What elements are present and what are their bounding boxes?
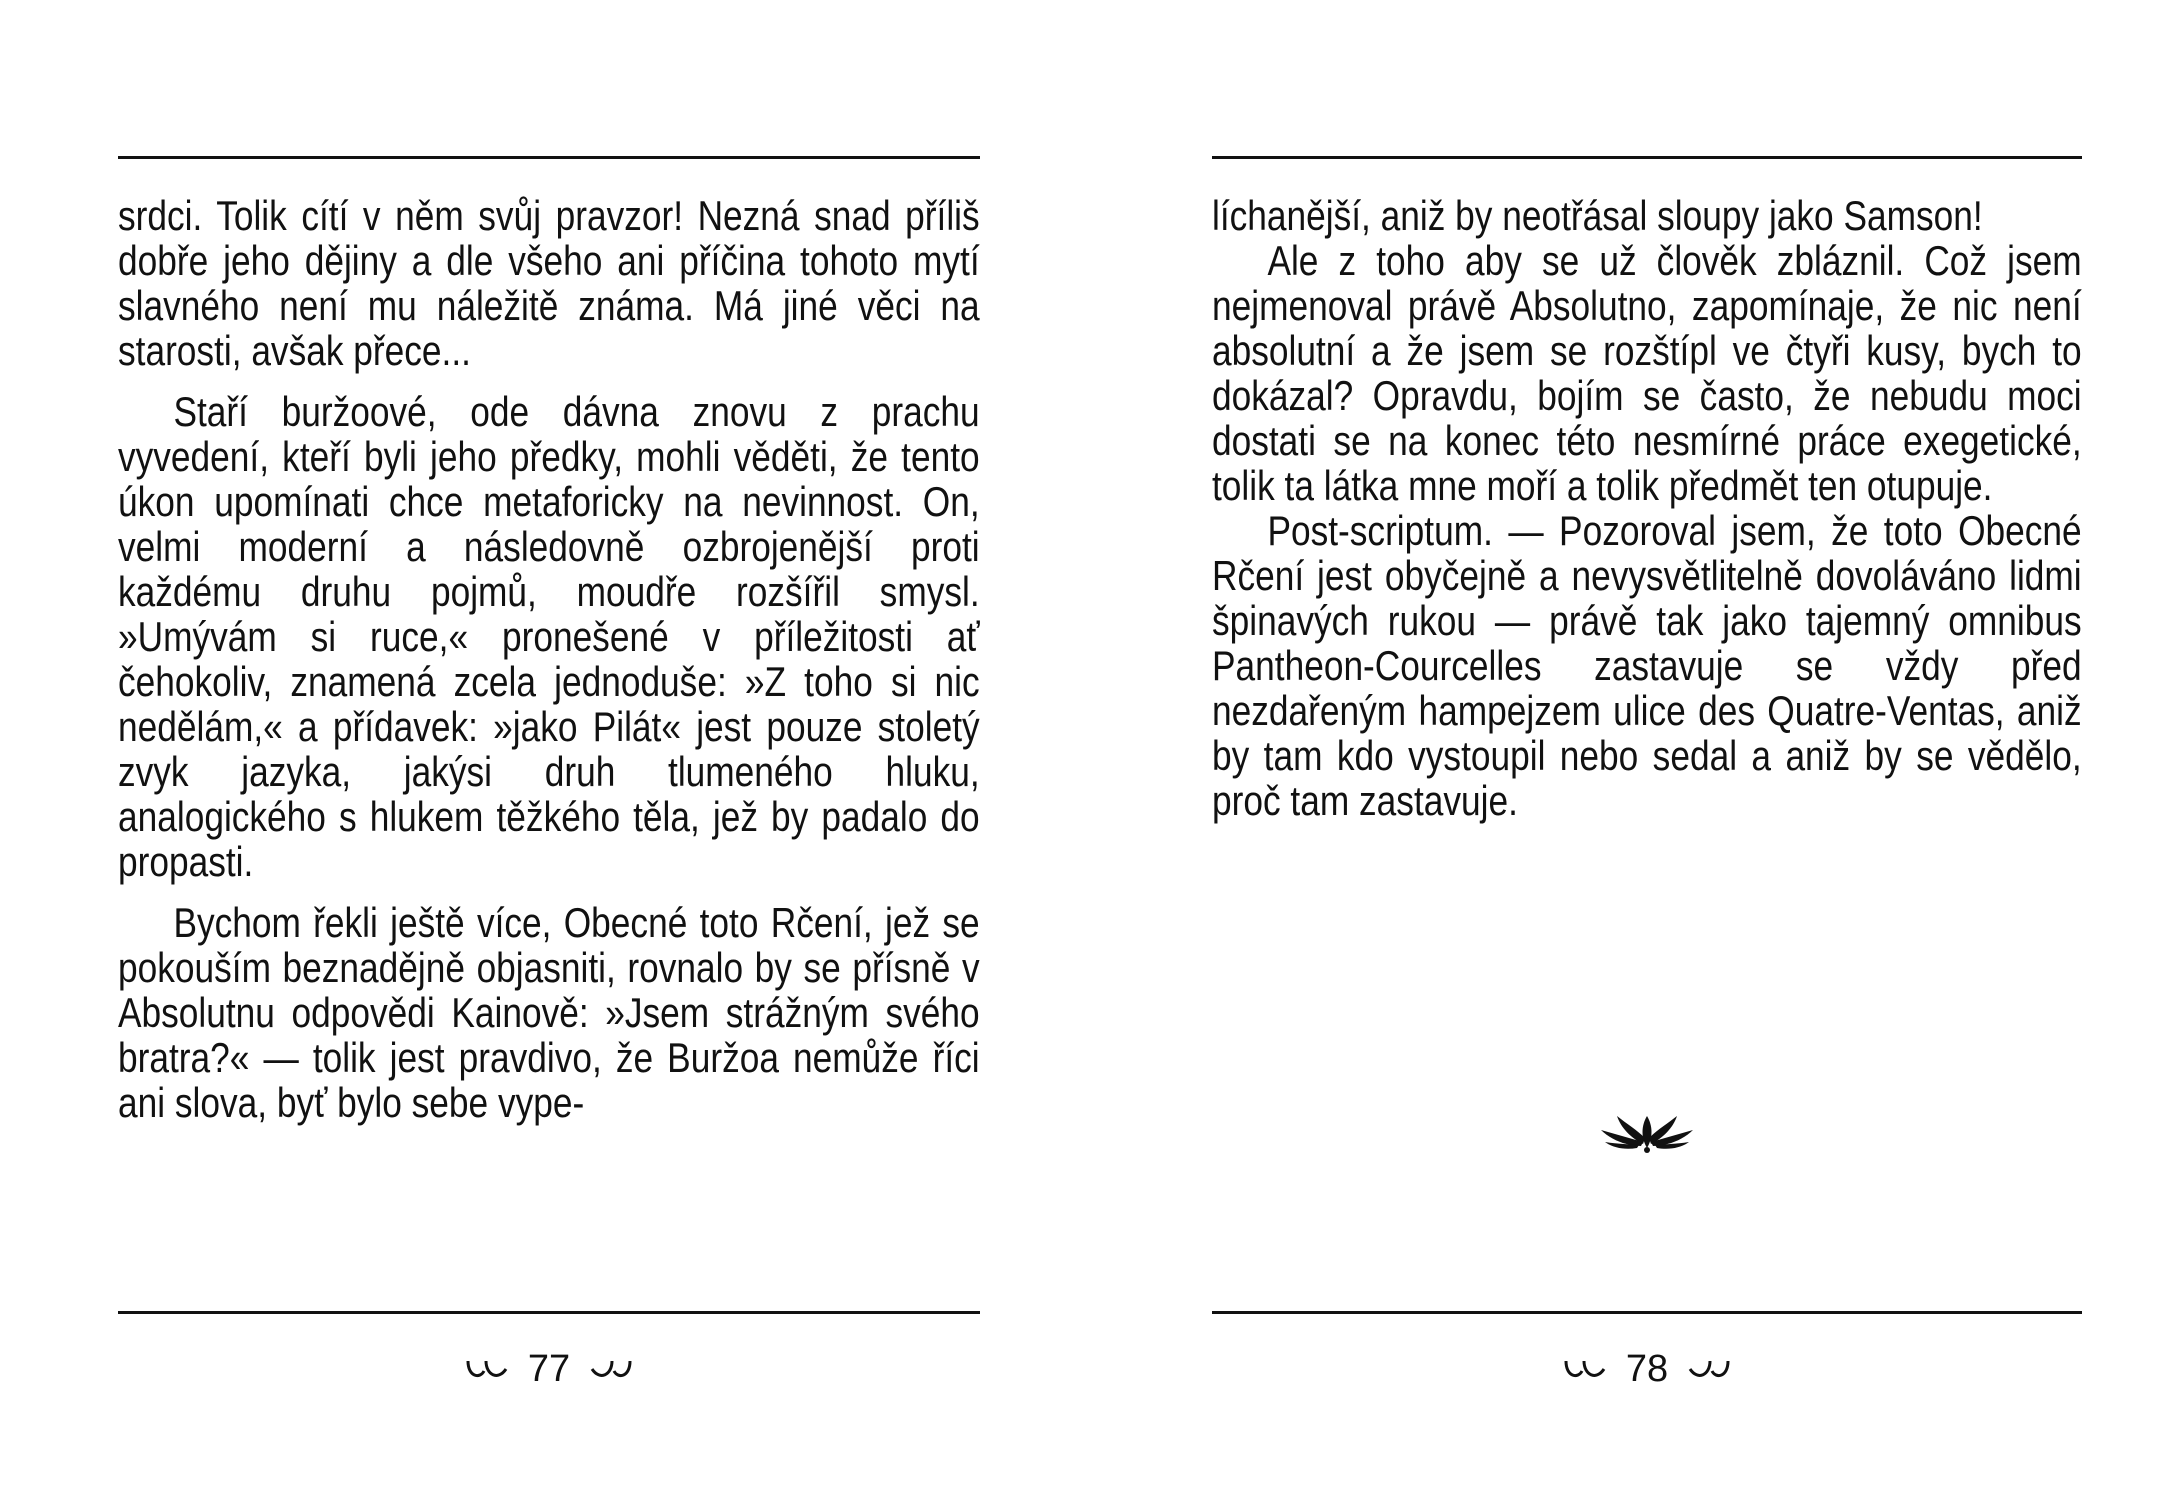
page-number: 77	[527, 1348, 571, 1390]
paragraph: Post-scriptum. — Pozoroval jsem, že toto Obecné Rčení jest obyčejně a nevysvětlitelně dovoláváno lidmi špinavých rukou — právě tak jako tajemný omnibus Pantheon-Courcelles zastavuje se vždy před nezdařeným hampejzem ulice des Quatre-Ventas, aniž by tam kdo vystoupil nebo sedal a aniž by se vědělo, proč tam zastavuje.	[1212, 507, 2082, 824]
page-text	[1212, 193, 2082, 823]
folio-ornament-right-icon	[1686, 1355, 1732, 1383]
left-page	[118, 0, 980, 1500]
paragraph: Staří buržoové, ode dávna znovu z prachu vyvedení, kteří byli jeho předky, mohli věděti, že tento úkon upomínati chce metaforicky na nevinnost. On, velmi moderní a následovně ozbrojenější proti každému druhu pojmů, moudře rozšířil smysl. »Umývám si ruce,« pronešené v příležitosti ať čehokoliv, znamená zcela jednoduše: »Z toho si nic nedělám,« a přídavek: »jako Pilát« jest pouze stoletý zvyk jazyka, jakýsi druh tlumeného hluku, analogického s hlukem těžkého těla, jež by padalo do propasti.	[118, 388, 980, 885]
paragraph: srdci. Tolik cítí v něm svůj pravzor! Nezná snad příliš dobře jeho dějiny a dle všeho ani příčina tohoto mytí slavného není mu náležitě známa. Má jiné věci na starosti, avšak přece...	[118, 192, 980, 374]
paragraph: Ale z toho aby se už člověk zbláznil. Což jsem nejmenoval právě Absolutno, zapomínaje, že nic není absolutní a že jsem se rozštípl ve čtyři kusy, bych to dokázal? Opravdu, bojím se často, že nebudu moci dostati se na konec této nesmírné práce exegetické, tolik ta látka mne moří a tolik předmět ten otupuje.	[1212, 237, 2082, 509]
folio-ornament-right-icon	[588, 1355, 634, 1383]
bottom-rule	[1212, 1311, 2082, 1314]
paragraph: líchanější, aniž by neotřásal sloupy jako Samson!	[1212, 192, 1983, 239]
bottom-rule	[118, 1311, 980, 1314]
folio-ornament-left-icon	[464, 1355, 510, 1383]
fleuron-ornament-icon	[1212, 1108, 2082, 1159]
page-text	[118, 193, 980, 1125]
top-rule	[118, 156, 980, 159]
top-rule	[1212, 156, 2082, 159]
page-number-folio	[118, 1347, 980, 1391]
page-number-folio	[1212, 1347, 2082, 1391]
right-page	[1212, 0, 2082, 1500]
folio-ornament-left-icon	[1562, 1355, 1608, 1383]
page-number: 78	[1625, 1348, 1669, 1390]
paragraph: Bychom řekli ještě více, Obecné toto Rčení, jež se pokouším beznadějně objasniti, rovnalo by se přísně v Absolutnu odpovědi Kainově: »Jsem strážným svého bratra?« — tolik jest pravdivo, že Buržoa nemůže říci ani slova, byť bylo sebe vype-	[118, 899, 980, 1126]
